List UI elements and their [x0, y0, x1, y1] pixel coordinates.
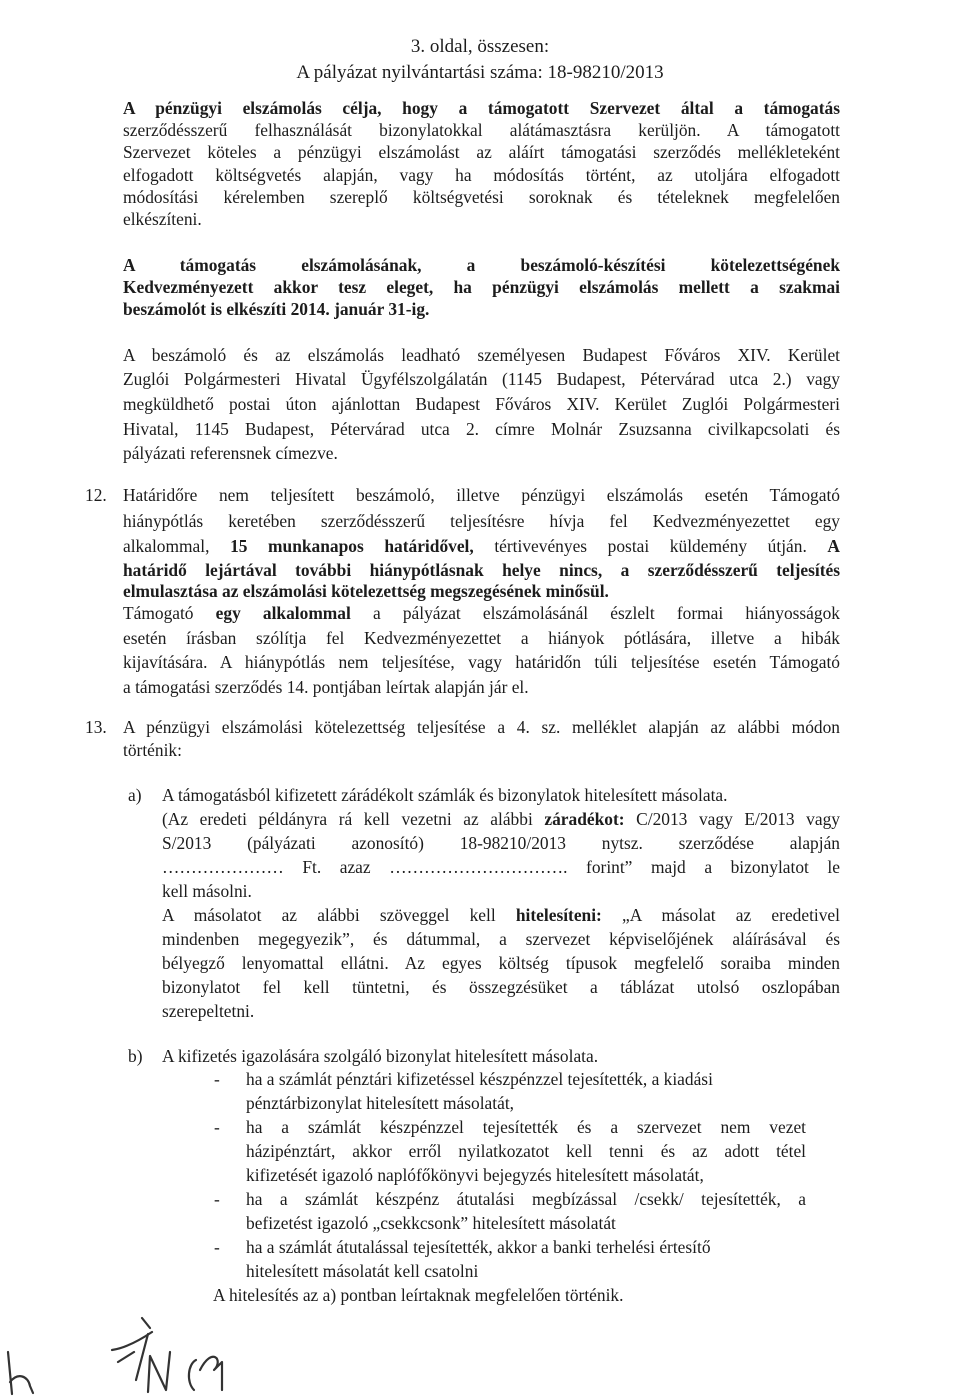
text-line: kell másolni. [162, 881, 252, 901]
dash-marker: - [214, 1189, 220, 1209]
text-line: szerződésszerű felhasználását bizonylatokkal alátámasztásra kerüljön. A támogatott [123, 120, 840, 140]
dash-marker: - [214, 1117, 220, 1137]
initial-stroke [200, 1357, 222, 1390]
text-line: történik: [123, 740, 182, 760]
text-line: bélyegző lenyomattal ellátni. Az egyes költség típusok megfelelő soraiba minden [162, 953, 840, 973]
initial-stroke [8, 1352, 12, 1394]
initial-stroke [189, 1360, 196, 1390]
text-line: házipénztárt, akkor erről nyilatkozatot kell tenni és az adott tétel [246, 1141, 806, 1161]
page-number-header: 3. oldal, összesen: [410, 36, 550, 57]
text-line: esetén írásban szólítja fel Kedvezményezettet a hiányok pótlására, illetve a hibák [123, 628, 840, 648]
text-line: Zuglói Polgármesteri Hivatal Ügyfélszolgálatán (1145 Budapest, Pétervárad utca 2.) vagy [123, 369, 840, 389]
text-line: hiánypótlás keretében szerződésszerű teljesítésre hívja fel Kedvezményezettet egy [123, 511, 840, 531]
text-line: ha a számlát pénztári kifizetéssel készpénzzel tejesítették, a kiadási [246, 1069, 713, 1089]
handwritten-initials-signature [0, 1290, 300, 1397]
text-line: kijavítására. A hiánypótlás nem teljesítése, vagy határidőn túli teljesítése esetén Támogató [123, 652, 840, 672]
item-label: a) [128, 785, 142, 805]
text-line: ………………… Ft. azaz …………………………. forint” majd a bizonylatot le [162, 857, 840, 877]
text-line: elfogadott költségvetés alapján, vagy ha módosítás történt, az utoljára elfogadott [123, 165, 840, 185]
text-line: ha a számlát átutalással tejesítették, akkor a banki terhelési értesítő [246, 1237, 711, 1257]
text-line: szerepeltetni. [162, 1001, 255, 1021]
text-line: a támogatási szerződés 14. pontjában leírtak alapján jár el. [123, 677, 529, 697]
text-line: elmulasztása az elszámolási kötelezettség megszegésének minősül. [123, 581, 609, 601]
text-line: Kedvezményezett akkor tesz eleget, ha pénzügyi elszámolás mellett a szakmai [123, 277, 840, 297]
text-line: elkészíteni. [123, 209, 202, 229]
text-line: Határidőre nem teljesített beszámoló, illetve pénzügyi elszámolás esetén Támogató [123, 485, 840, 505]
text-line: bizonylatot fel kell tüntetni, és összegzésüket a táblázat utolsó oszlopában [162, 977, 840, 997]
text-line: (Az eredeti példányra rá kell vezetni az alábbi záradékot: C/2013 vagy E/2013 vagy [162, 809, 840, 829]
text-line: mindenben megegyezik”, és dátummal, a szervezet képviselőjének aláírásával és [162, 929, 840, 949]
text-line: módosítási kérelemben szereplő költségvetési soroknak és tételeknek megfelelően [123, 187, 840, 207]
text-line: ha a számlát készpénz átutalási megbízással /csekk/ tejesítették, a [246, 1189, 806, 1209]
text-line: hitelesített másolatát kell csatolni [246, 1261, 479, 1281]
text-line: A hitelesítés az a) pontban leírtaknak megfelelően történik. [213, 1285, 624, 1305]
section-number: 13. [85, 717, 107, 737]
text-line: befizetést igazoló „csekkcsonk” hitelesített másolatát [246, 1213, 616, 1233]
text-line: alkalommal, 15 munkanapos határidővel, tértivevényes postai küldemény útján. A [123, 536, 840, 556]
text-line: A támogatásból kifizetett zárádékolt számlák és bizonylatok hitelesített másolata. [162, 785, 728, 805]
initial-stroke [142, 1318, 150, 1328]
initial-stroke [148, 1352, 170, 1392]
text-line: Támogató egy alkalommal a pályázat elszámolásánál észlelt formai hiányosságok [123, 603, 840, 623]
text-line: A pénzügyi elszámolás célja, hogy a támogatott Szervezet által a támogatás [123, 98, 840, 118]
initial-stroke [10, 1376, 33, 1393]
item-label: b) [128, 1046, 143, 1066]
text-line: pályázati referensnek címezve. [123, 443, 338, 463]
text-line: beszámolót is elkészíti 2014. január 31-ig. [123, 299, 430, 319]
dash-marker: - [214, 1069, 220, 1089]
text-line: Hivatal, 1145 Budapest, Pétervárad utca 2. címre Molnár Zsuzsanna civilkapcsolati és [123, 419, 840, 439]
text-line: megküldhető postai úton ajánlottan Budapest Főváros XIV. Kerület Zuglói Polgármesteri [123, 394, 840, 414]
text-line: A kifizetés igazolására szolgáló bizonylat hitelesített másolata. [162, 1046, 599, 1066]
text-line: pénztárbizonylat hitelesített másolatát, [246, 1093, 515, 1113]
text-line: kifizetését igazoló naplófőkönyvi bejegyzés hitelesített másolatát, [246, 1165, 704, 1185]
text-line: A pénzügyi elszámolási kötelezettség teljesítése a 4. sz. melléklet alapján az alábbi módon [123, 717, 840, 737]
text-line: határidő lejártával további hiánypótlásnak helye nincs, a szerződésszerű teljesítés [123, 560, 840, 580]
text-line: Szervezet köteles a pénzügyi elszámolást az aláírt támogatási szerződés mellékleteként [123, 142, 840, 162]
dash-marker: - [214, 1237, 220, 1257]
text-line: A támogatás elszámolásának, a beszámoló-készítési kötelezettségének [123, 255, 840, 275]
initial-stroke [118, 1352, 134, 1362]
text-line: ha a számlát készpénzzel tejesítették és a szervezet nem vezet [246, 1117, 806, 1137]
text-line: A beszámoló és az elszámolás leadható személyesen Budapest Főváros XIV. Kerület [123, 345, 840, 365]
section-number: 12. [85, 485, 107, 505]
text-line: A másolatot az alábbi szöveggel kell hitelesíteni: „A másolat az eredetivel [162, 905, 840, 925]
text-line: S/2013 (pályázati azonosító) 18-98210/2013 nytsz. szerződése alapján [162, 833, 840, 853]
registry-number-header: A pályázat nyilvántartási száma: 18-98210/2013 [296, 62, 664, 83]
